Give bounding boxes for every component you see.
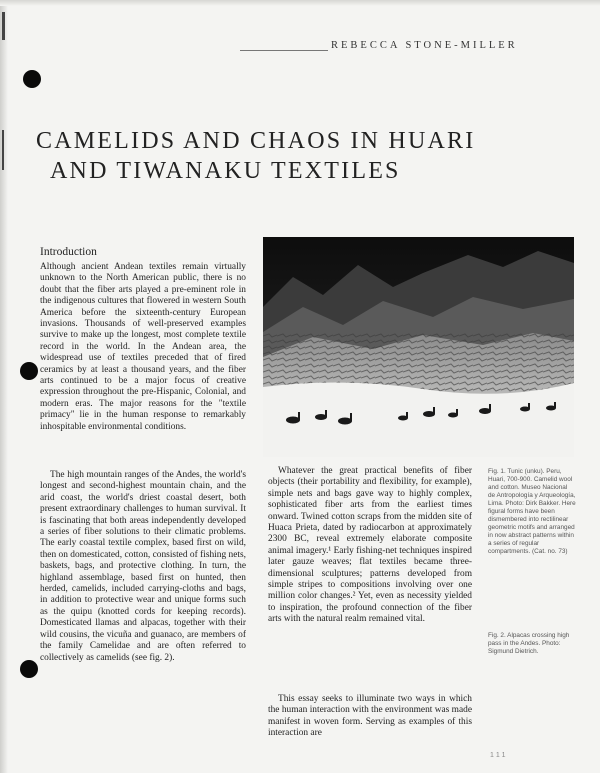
figure-2-caption: Fig. 2. Alpacas crossing high pass in the Andes. Photo: Sigmund Dietrich. [488, 632, 570, 655]
alpaca-photograph [263, 237, 574, 457]
body-paragraph-2: The high mountain ranges of the Andes, the world's longest and second-highest mountain chain, and the arid coast, the world's driest coastal desert, both present extraordinary challenges to human survival. It is fascinating that both areas independently developed a series of fiber solutions to their climatic problems. The early coastal textile complex, based first on wild, then on domesticated, cotton, consisted of fishing nets, baskets, bags, and protective clothing. In turn, the highland assemblage, based first on hunted, then herded, camelids, included carrying-cloths and bags, in addition to protective wear and unique forms such as the quipu (knotted cords for keeping records). Domesticated llamas and alpacas, together with their wild cousins, the vicuña and guanaco, are members of the family Camelidae and are often referred to collectively as camelids (see fig. 2). [40, 470, 246, 663]
scan-streak [2, 130, 4, 170]
alpaca-landscape-image [263, 237, 574, 457]
body-paragraph-3: Whatever the great practical benefits of fiber objects (their portability and flexibility, for example), simple nets and bags gave way to highly complex, sophisticated fiber arts from the earliest times onward. Twined cotton scraps from the midden site of Huaca Prieta, dated by radiocarbon at approximately 2300 BC, reveal extremely elaborate composite animal imagery.¹ Early fishing-net techniques inspired later gauze weaves; flat textiles became three-dimensional sculptures; patterns developed from simple stripes to compositions involving over one million color changes.² Yet, even as necessity yielded to inspiration, the profound connection of the fiber arts with the natural realm remained vital. [268, 466, 472, 625]
figure-1-caption: Fig. 1. Tunic (unku). Peru, Huari, 700-900. Camelid wool and cotton. Museo Nacional de Antropología y Arqueología, Lima. Photo: Dirk Bakker. Here figural forms have been dismembered into rectilinear geometric motifs and arranged in now abstract patterns within a series of regular compartments. (Cat. no. 73) [488, 468, 576, 555]
binder-hole-top [23, 70, 41, 88]
title-line-2: AND TIWANAKU TEXTILES [50, 158, 401, 184]
binder-hole-bottom [20, 660, 38, 678]
title-line-1: CAMELIDS AND CHAOS IN HUARI [36, 128, 476, 154]
body-paragraph-1: Although ancient Andean textiles remain virtually unknown to the North American public, there is no doubt that the fiber arts played a pre-eminent role in the indigenous cultures that flowered in western South America before the sixteenth-century European invasions. Thousands of well-preserved examples survive to make up the longest, most complete textile record in the world. In the Andean area, the widespread use of textiles preceded that of fired ceramics by at least a thousand years, and the fiber arts continued to be a major focus of creative expression throughout the pre-Hispanic, Colonial, and modern eras. The major reasons for the "textile primacy" lie in the human response to remarkably inhospitable environmental conditions. [40, 262, 246, 432]
binder-hole-middle [20, 362, 38, 380]
page-shadow-top [0, 0, 600, 6]
author-name: REBECCA STONE-MILLER [331, 40, 518, 51]
page-shadow-left [0, 0, 8, 773]
article-title [36, 126, 576, 186]
body-paragraph-4: This essay seeks to illuminate two ways in which the human interaction with the environment was made manifest in woven form. Serving as examples of this interaction are [268, 694, 472, 739]
section-heading: Introduction [40, 246, 97, 258]
page-mark: 1 1 1 [490, 752, 506, 759]
author-rule [240, 50, 328, 51]
scan-streak [2, 12, 5, 40]
